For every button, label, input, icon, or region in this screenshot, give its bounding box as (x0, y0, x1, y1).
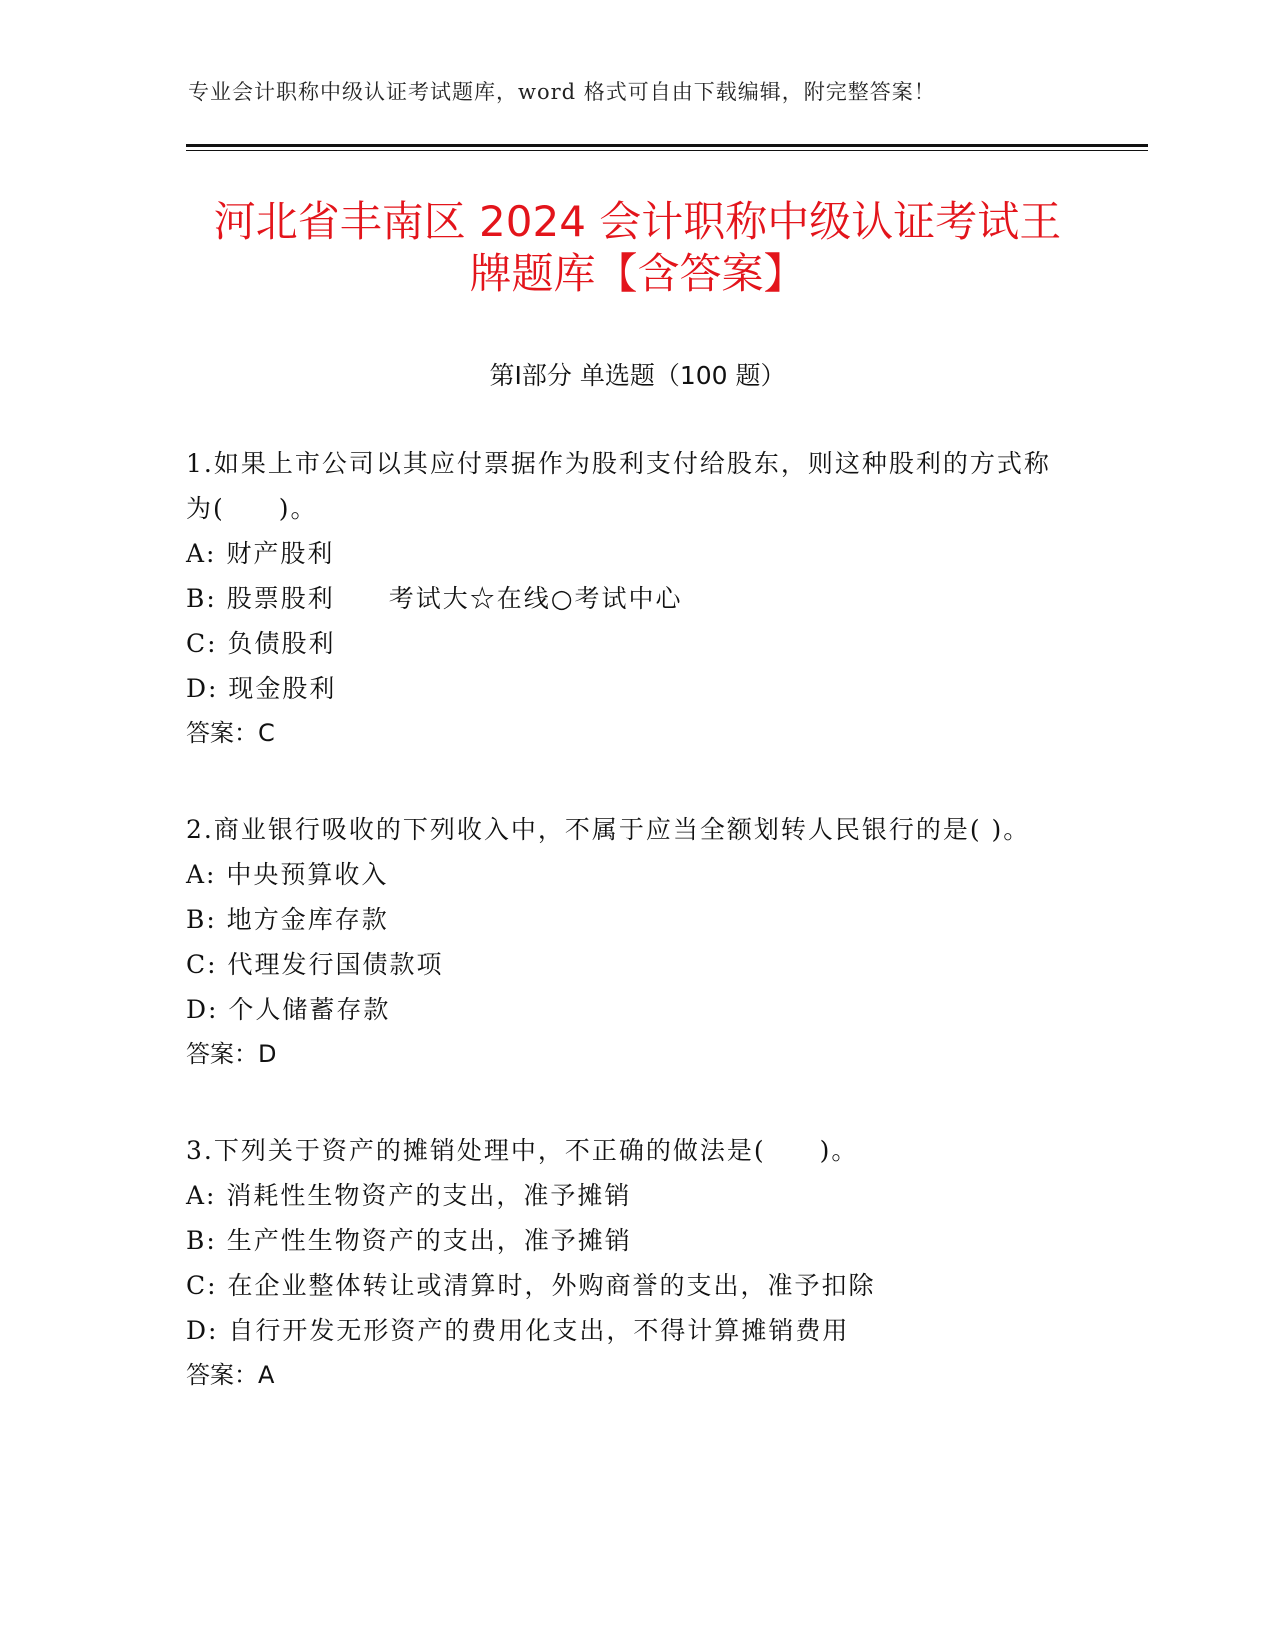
option-d: D: 现金股利 (186, 674, 337, 703)
option-c: C: 在企业整体转让或清算时，外购商誉的支出，准予扣除 (186, 1271, 876, 1300)
question-list (186, 441, 1066, 1449)
section-title: 第Ⅰ部分 单选题（100 题） (489, 361, 786, 390)
question-2 (186, 807, 1066, 1077)
option-b: B: 生产性生物资产的支出，准予摊销 (186, 1226, 632, 1255)
header-note: 专业会计职称中级认证考试题库，word 格式可自由下载编辑，附完整答案！ (188, 80, 936, 104)
header-rule-thin (186, 150, 1148, 151)
answer: 答案：D (186, 1040, 277, 1068)
header-rule-thick (186, 144, 1148, 147)
option-d: D: 自行开发无形资产的费用化支出，不得计算摊销费用 (186, 1316, 850, 1345)
option-c: C: 代理发行国债款项 (186, 950, 444, 979)
document-title-line2: 牌题库【含答案】 (469, 249, 806, 298)
document-title (0, 196, 1275, 300)
answer: 答案：C (186, 719, 275, 747)
option-d: D: 个人储蓄存款 (186, 995, 391, 1024)
answer: 答案：A (186, 1361, 275, 1389)
question-stem: 3.下列关于资产的摊销处理中，不正确的做法是( )。 (186, 1136, 859, 1165)
question-3 (186, 1128, 1066, 1398)
option-b: B: 股票股利 考试大☆在线○考试中心 (186, 584, 683, 613)
option-a: A: 消耗性生物资产的支出，准予摊销 (186, 1181, 632, 1210)
option-a: A: 中央预算收入 (186, 860, 389, 889)
question-stem: 1.如果上市公司以其应付票据作为股利支付给股东，则这种股利的方式称为( )。 (186, 449, 1051, 523)
option-c: C: 负债股利 (186, 629, 336, 658)
question-stem: 2.商业银行吸收的下列收入中，不属于应当全额划转人民银行的是( )。 (186, 815, 1031, 844)
question-1 (186, 441, 1066, 756)
document-title-line1: 河北省丰南区 2024 会计职称中级认证考试王 (213, 197, 1062, 246)
option-a: A: 财产股利 (186, 539, 335, 568)
option-b: B: 地方金库存款 (186, 905, 389, 934)
